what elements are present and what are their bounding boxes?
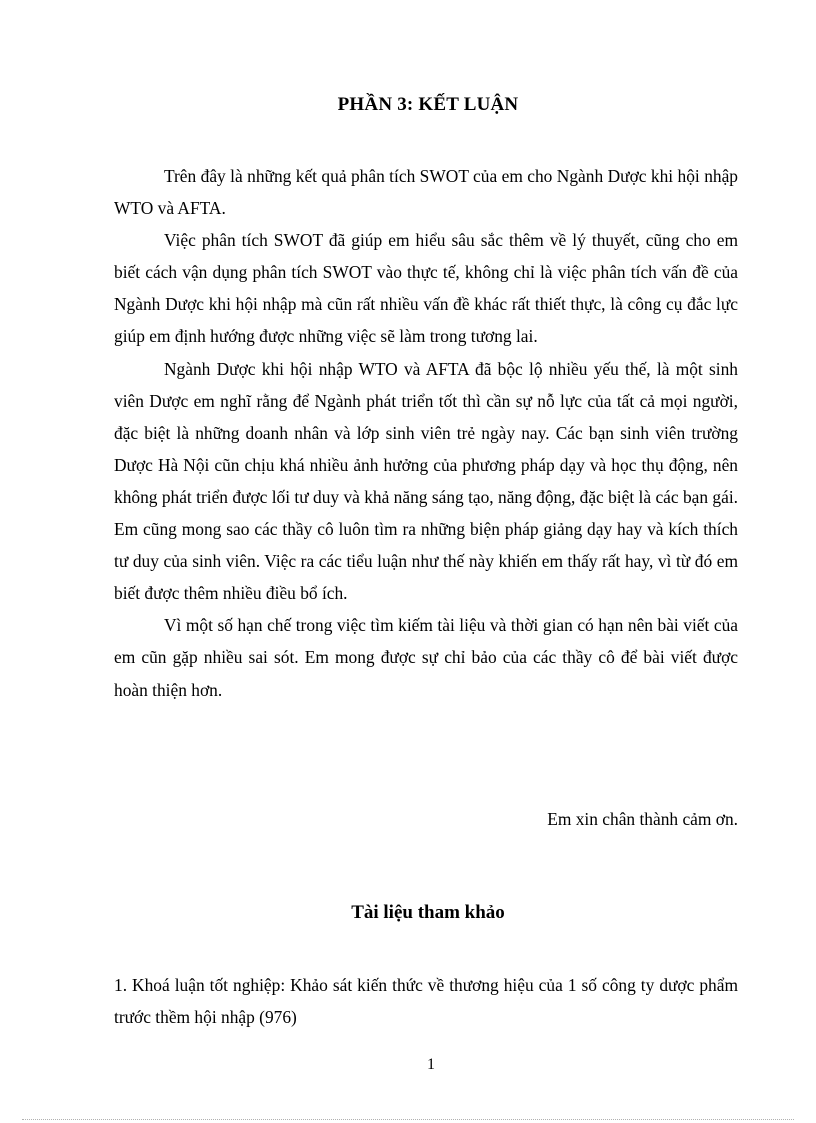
page-number: 1	[427, 1056, 435, 1073]
section-title: PHẦN 3: KẾT LUẬN	[337, 94, 519, 115]
page-bottom-edge	[22, 1119, 794, 1120]
paragraph-3: Ngành Dược khi hội nhập WTO và AFTA đã bộc lộ nhiều yếu thế, là một sinh viên Dược em nghĩ rằng để Ngành phát triển tốt thì cần sự nỗ lực của tất cả mọi người, đặc biệt là những doanh nhân và lớp sinh viên trẻ ngày nay. Các bạn sinh viên trường Dược Hà Nội cũn chịu khá nhiều ảnh hưởng của phương pháp dạy và học thụ động, nên không phát triển được lối tư duy và khả năng sáng tạo, năng động, đặc biệt là các bạn gái. Em cũng mong sao các thầy cô luôn tìm ra những biện pháp giảng dạy hay và kích thích tư duy của sinh viên. Việc ra các tiểu luận như thế này khiến em thấy rất hay, vì từ đó em biết được thêm nhiều điều bổ ích.	[114, 358, 738, 604]
reference-item: 1. Khoá luận tốt nghiệp: Khảo sát kiến thức về thương hiệu của 1 số công ty dược phẩm trước thềm hội nhập (976)	[114, 975, 738, 1028]
paragraph-1: Trên đây là những kết quả phân tích SWOT của em cho Ngành Dược khi hội nhập WTO và AFTA.	[114, 166, 738, 219]
references-heading: Tài liệu tham khảo	[351, 902, 505, 923]
signoff-line: Em xin chân thành cảm ơn.	[547, 809, 738, 829]
conclusion-body	[114, 160, 738, 706]
paragraph-4: Vì một số hạn chế trong việc tìm kiếm tài liệu và thời gian có hạn nên bài viết của em cũn gặp nhiều sai sót. Em mong được sự chỉ bảo của các thầy cô để bài viết được hoàn thiện hơn.	[114, 615, 738, 700]
paragraph-2: Việc phân tích SWOT đã giúp em hiểu sâu sắc thêm về lý thuyết, cũng cho em biết cách vận dụng phân tích SWOT vào thực tế, không chỉ là việc phân tích vấn đề của Ngành Dược khi hội nhập mà cũn rất nhiều vấn đề khác rất thiết thực, là công cụ đắc lực giúp em định hướng được những việc sẽ làm trong tương lai.	[114, 230, 738, 347]
